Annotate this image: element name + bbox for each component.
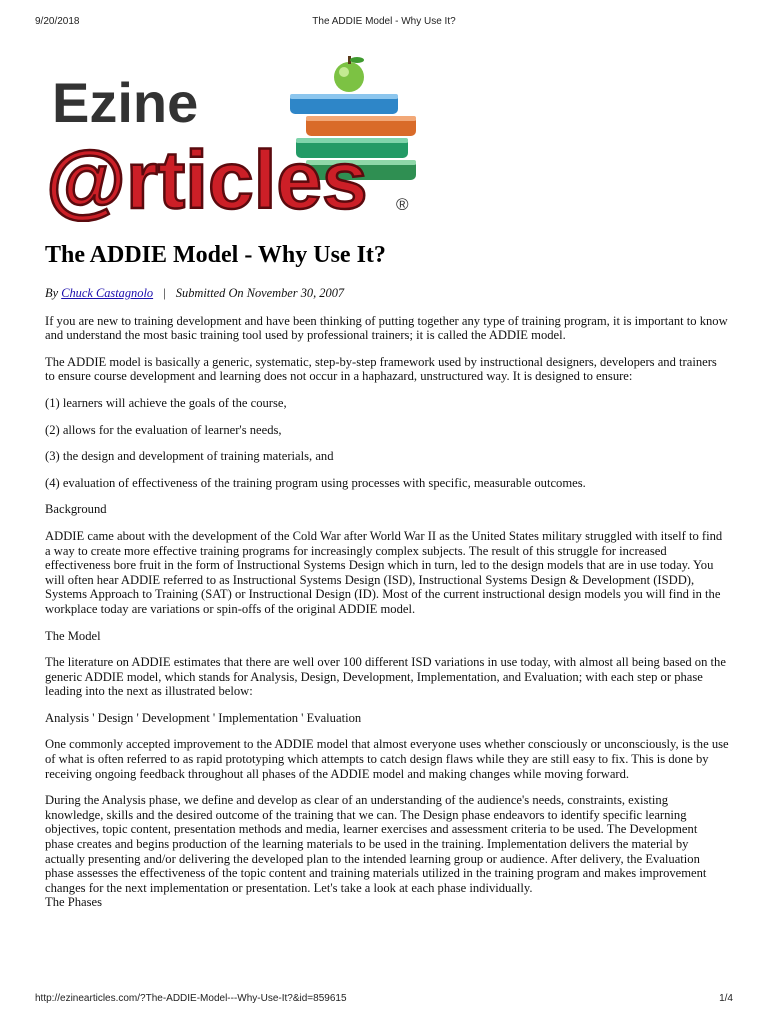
- paragraph-model: The literature on ADDIE estimates that there are well over 100 different ISD variations in use today, with almost all being based on the generic ADDIE model, which stands for Analysis, Design, Development, Implementation, and Evaluation; with each step or phase leading into the next as illustrated below:: [45, 655, 726, 699]
- paragraph-background: ADDIE came about with the development of the Cold War after World War II as the United States military struggled with itself to find a way to create more effective training programs for increasingly complex subjects. The result of this struggle for increased effectiveness bore fruit in the form of Instructional Systems Design which in turn, led to the design models that are in use today. You will often hear ADDIE referred to as Instructional Systems Design (ISD), Instructional Systems Design & Development (ISDD), Systems Approach to Training (SAT) or Instructional Design (ID). Most of the current instructional design models you will find in the workplace today are variations or spin-offs of the original ADDIE model.: [45, 528, 723, 616]
- print-date: 9/20/2018: [35, 16, 80, 27]
- article-title: The ADDIE Model - Why Use It?: [45, 242, 386, 268]
- list-item-4: (4) evaluation of effectiveness of the training program using processes with specific, measurable outcomes.: [45, 475, 586, 490]
- author-link[interactable]: Chuck Castagnolo: [61, 286, 154, 300]
- ezinearticles-logo[interactable]: [44, 52, 434, 222]
- submitted-date: Submitted On November 30, 2007: [175, 286, 345, 300]
- article-byline: [45, 286, 729, 301]
- apple-icon: [334, 56, 364, 92]
- print-footer: [0, 993, 768, 1007]
- article-content: [45, 238, 729, 922]
- page-number: 1/4: [719, 993, 733, 1004]
- heading-the-phases: The Phases: [45, 895, 103, 910]
- registered-mark: ®: [396, 195, 409, 214]
- byline-separator: |: [163, 286, 166, 300]
- list-item-3: (3) the design and development of training materials, and: [45, 449, 334, 464]
- heading-the-model: The Model: [45, 628, 101, 643]
- page-url: http://ezinearticles.com/?The-ADDIE-Model---Why-Use-It?&id=859615: [35, 993, 347, 1004]
- paragraph-definition: The ADDIE model is basically a generic, systematic, step-by-step framework used by instructional designers, developers and trainers to ensure course development and learning does not occur in a haphazard, unstructured way. It is designed to ensure:: [45, 354, 717, 384]
- paragraph-phases-overview: During the Analysis phase, we define and develop as clear of an understanding of the audience's needs, constraints, existing knowledge, skills and the desired outcome of the training that we can. The Design phase endeavors to identify specific learning objectives, topic content, presentation methods and media, learner exercises and assessment criteria to be used. The Development phase creates and begins production of the learning materials to be used in the training. Implementation delivers the material by actually presenting and/or delivering the developed plan to the intended learning group or audience. After delivery, the Evaluation phase assesses the effectiveness of the topic content and training materials utilized in the training program and makes improvement changes for the next implementation or presentation. Let's take a look at each phase individually.: [45, 793, 707, 895]
- logo-word-ezine: Ezine: [52, 71, 199, 134]
- logo-word-articles: @rticles: [46, 135, 368, 222]
- paragraph-rapid-prototyping: One commonly accepted improvement to the ADDIE model that almost everyone uses whether consciously or unconsciously, is the use of what is often referred to as rapid prototyping which attempts to catch design flaws while they are still easy to fix. This is done by receiving ongoing feedback throughout all phases of the ADDIE model and making changes while moving forward.: [45, 737, 729, 781]
- paragraph-phase-sequence: Analysis ' Design ' Development ' Implementation ' Evaluation: [45, 710, 362, 725]
- list-item-1: (1) learners will achieve the goals of the course,: [45, 395, 287, 410]
- paragraph-intro: If you are new to training development and have been thinking of putting together any type of training program, it is important to know and understand the most basic training tool used by professional trainers; it is called the ADDIE model.: [45, 313, 728, 343]
- list-item-2: (2) allows for the evaluation of learner's needs,: [45, 422, 282, 437]
- logo-graphic: [44, 52, 434, 222]
- byline-prefix: By: [45, 286, 59, 300]
- print-header: [0, 16, 768, 30]
- print-page-title: The ADDIE Model - Why Use It?: [312, 16, 456, 27]
- heading-background: Background: [45, 502, 107, 517]
